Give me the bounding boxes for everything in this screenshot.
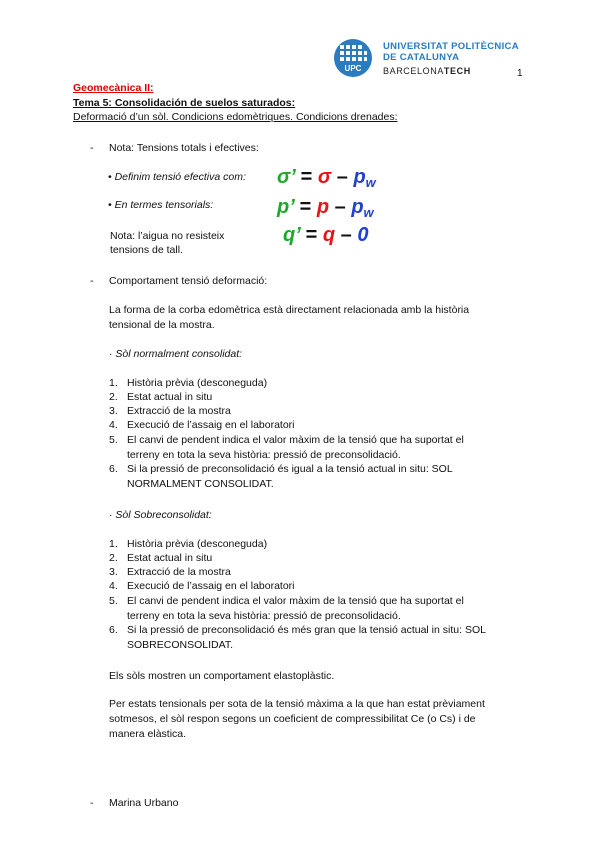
- elastoplastic-statement: Els sòls mostren un comportament elastoplàstic.: [109, 670, 335, 682]
- list-item: 6. Si la pressió de preconsolidació és més gran que la tensió actual in situ: SOL SOBRECONSOLIDAT.: [109, 624, 486, 651]
- elastic-paragraph-line1: Per estats tensionals per sota de la tensió màxima a la que han estat prèviament: [109, 698, 485, 710]
- formula-tensorial-p: p’ = p – $p_w$: [277, 196, 374, 220]
- upc-logo: [333, 38, 543, 82]
- elastic-paragraph-line2: sotmesos, el sòl respon segons un coeficient de compressibilitat Ce (o Cs) i de: [109, 713, 476, 725]
- formula-tensorial-q: q’ = q – 0: [283, 224, 369, 246]
- author-name: Marina Urbano: [109, 797, 179, 809]
- list-dash: -: [90, 797, 94, 809]
- list-item: 2. Estat actual in situ: [109, 552, 213, 564]
- elastic-paragraph-line3: manera elàstica.: [109, 728, 187, 740]
- upc-logo-text: UPC: [344, 64, 362, 73]
- behaviour-intro-line2: tensional de la mostra.: [109, 319, 215, 331]
- behaviour-heading: Comportament tensió deformació:: [109, 275, 268, 287]
- list-item: 4. Execució de l’assaig en el laboratori: [109, 419, 295, 431]
- upc-logo-icon: [333, 38, 373, 78]
- course-title: Geomecànica II:: [73, 82, 154, 94]
- university-name-line2: DE CATALUNYA: [383, 52, 460, 63]
- nota-heading: Nota: Tensions totals i efectives:: [109, 142, 259, 154]
- list-item: 3. Extracció de la mostra: [109, 566, 231, 578]
- list-item: 2. Estat actual in situ: [109, 391, 213, 403]
- behaviour-intro-line1: La forma de la corba edomètrica està directament relacionada amb la història: [109, 304, 470, 316]
- list-item: 5. El canvi de pendent indica el valor màxim de la tensió que ha suportat el terreny en tota la seva història: pressió de preconsolidació.: [109, 434, 464, 461]
- university-name-line1: UNIVERSITAT POLITÈCNICA: [383, 41, 519, 52]
- section-subtitle: Deformació d’un sòl. Condicions edomètriques. Condicions drenades:: [73, 111, 398, 123]
- tensorial-bullet: • En termes tensorials:: [108, 199, 214, 211]
- list-item: 4. Execució de l’assaig en el laboratori: [109, 580, 295, 592]
- overconsolidated-label: · Sòl Sobreconsolidat:: [109, 509, 212, 521]
- water-note-line1: Nota: l’aigua no resisteix: [110, 230, 225, 242]
- university-name-line3: BARCELONATECH: [383, 66, 471, 76]
- normally-consolidated-label: · Sòl normalment consolidat:: [109, 348, 243, 360]
- list-item: 5. El canvi de pendent indica el valor màxim de la tensió que ha suportat el terreny en tota la seva història: pressió de preconsolidació.: [109, 595, 464, 622]
- topic-title: Tema 5: Consolidación de suelos saturados:: [73, 97, 296, 109]
- effective-stress-bullet: • Definim tensió efectiva com:: [108, 171, 246, 183]
- list-dash: -: [90, 142, 94, 154]
- water-note-line2: tensions de tall.: [110, 244, 183, 256]
- list-dash: -: [90, 275, 94, 287]
- list-item: 6. Si la pressió de preconsolidació és igual a la tensió actual in situ: SOL NORMALMENT CONSOLIDAT.: [109, 463, 453, 490]
- formula-effective-stress: σ’ = σ – $p_w$: [277, 166, 376, 190]
- list-item: 1. Història prèvia (desconeguda): [109, 538, 268, 550]
- list-item: 1. Història prèvia (desconeguda): [109, 377, 268, 389]
- list-item: 3. Extracció de la mostra: [109, 405, 231, 417]
- page-number: 1: [517, 68, 523, 79]
